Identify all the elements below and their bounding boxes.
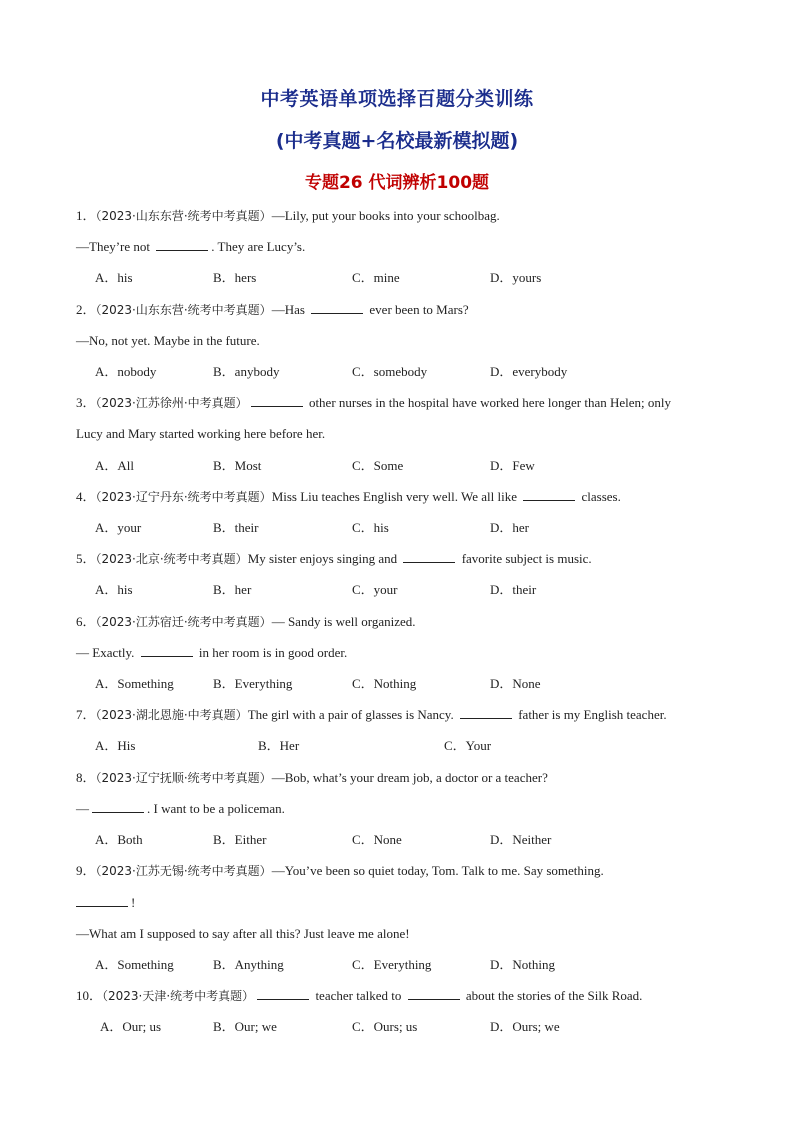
q6-option-d[interactable]: D．None [490,676,541,691]
question-6-stem: 6．（2023·江苏宿迁·统考中考真题）— Sandy is well organized. [76,614,416,629]
q9-option-c[interactable]: C．Everything [352,957,432,972]
q10-option-a[interactable]: A．Our; us [100,1019,162,1034]
question-10-stem: 10．（2023·天津·统考中考真题） teacher talked to about the stories of the Silk Road. [76,988,643,1003]
q2-option-b[interactable]: B．anybody [213,364,280,379]
answer-blank [76,895,128,907]
q8-option-d[interactable]: D．Neither [490,832,552,847]
q1-option-d[interactable]: D．yours [490,270,542,285]
answer-blank [92,801,144,813]
q9-option-a[interactable]: A．Something [95,957,174,972]
q7-option-a[interactable]: A．His [95,738,136,753]
q10-option-d[interactable]: D．Ours; we [490,1019,560,1034]
q6-option-b[interactable]: B．Everything [213,676,293,691]
q4-option-b[interactable]: B．their [213,520,259,535]
question-1-stem: 1．（2023·山东东营·统考中考真题）—Lily, put your books into your schoolbag. [76,208,500,223]
q7-option-c[interactable]: C．Your [444,738,492,753]
q1-option-a[interactable]: A．his [95,270,133,285]
answer-blank [460,707,512,719]
q3-option-a[interactable]: A．All [95,458,135,473]
q10-option-b[interactable]: B．Our; we [213,1019,277,1034]
question-9-line2: ! [76,895,135,911]
q1-option-c[interactable]: C．mine [352,270,400,285]
q1-option-b[interactable]: B．hers [213,270,257,285]
answer-blank [523,489,575,501]
q4-option-a[interactable]: A．your [95,520,142,535]
q2-option-a[interactable]: A．nobody [95,364,157,379]
question-9-stem: 9．（2023·江苏无锡·统考中考真题）—You’ve been so quiet today, Tom. Talk to me. Say something. [76,863,604,878]
q9-option-d[interactable]: D．Nothing [490,957,556,972]
answer-blank [141,645,193,657]
answer-blank [251,395,303,407]
answer-blank [257,988,309,1000]
question-4-stem: 4．（2023·辽宁丹东·统考中考真题）Miss Liu teaches English very well. We all like classes. [76,489,621,504]
q3-option-b[interactable]: B．Most [213,458,262,473]
q6-option-c[interactable]: C．Nothing [352,676,417,691]
question-9-line3: —What am I supposed to say after all this? Just leave me alone! [76,926,410,941]
q2-option-d[interactable]: D．everybody [490,364,568,379]
question-8-line2: — . I want to be a policeman. [76,801,285,816]
question-1-line2: —They’re not . They are Lucy’s. [76,239,306,254]
topic-title: 专题26 代词辨析100题 [304,173,490,193]
question-6-line2: — Exactly. in her room is in good order. [76,645,348,660]
question-2-stem: 2．（2023·山东东营·统考中考真题）—Has ever been to Mars? [76,302,469,317]
q2-option-c[interactable]: C．somebody [352,364,428,379]
q8-option-c[interactable]: C．None [352,832,402,847]
q5-option-b[interactable]: B．her [213,582,252,597]
q5-option-c[interactable]: C．your [352,582,398,597]
q6-option-a[interactable]: A．Something [95,676,174,691]
q5-option-d[interactable]: D．their [490,582,537,597]
question-8-stem: 8．（2023·辽宁抚顺·统考中考真题）—Bob, what’s your dream job, a doctor or a teacher? [76,770,548,785]
q3-option-c[interactable]: C．Some [352,458,404,473]
question-2-line2: —No, not yet. Maybe in the future. [76,333,260,348]
answer-blank [403,551,455,563]
q5-option-a[interactable]: A．his [95,582,133,597]
question-5-stem: 5．（2023·北京·统考中考真题）My sister enjoys singing and favorite subject is music. [76,551,592,566]
q9-option-b[interactable]: B．Anything [213,957,284,972]
q8-option-a[interactable]: A．Both [95,832,143,847]
q8-option-b[interactable]: B．Either [213,832,267,847]
q7-option-b[interactable]: B．Her [258,738,300,753]
q3-option-d[interactable]: D．Few [490,458,535,473]
question-3-stem: 3．（2023·江苏徐州·中考真题） other nurses in the hospital have worked here longer than Helen; only [76,395,672,410]
answer-blank [156,239,208,251]
q10-option-c[interactable]: C．Ours; us [352,1019,418,1034]
question-3-line2: Lucy and Mary started working here before her. [76,426,326,441]
q4-option-c[interactable]: C．his [352,520,389,535]
doc-title: 中考英语单项选择百题分类训练 [260,88,534,110]
q4-option-d[interactable]: D．her [490,520,529,535]
answer-blank [311,302,363,314]
answer-blank [408,988,460,1000]
doc-subtitle: (中考真题+名校最新模拟题) [275,130,519,152]
question-7-stem: 7．（2023·湖北恩施·中考真题）The girl with a pair of glasses is Nancy. father is my English teacher. [76,707,667,722]
